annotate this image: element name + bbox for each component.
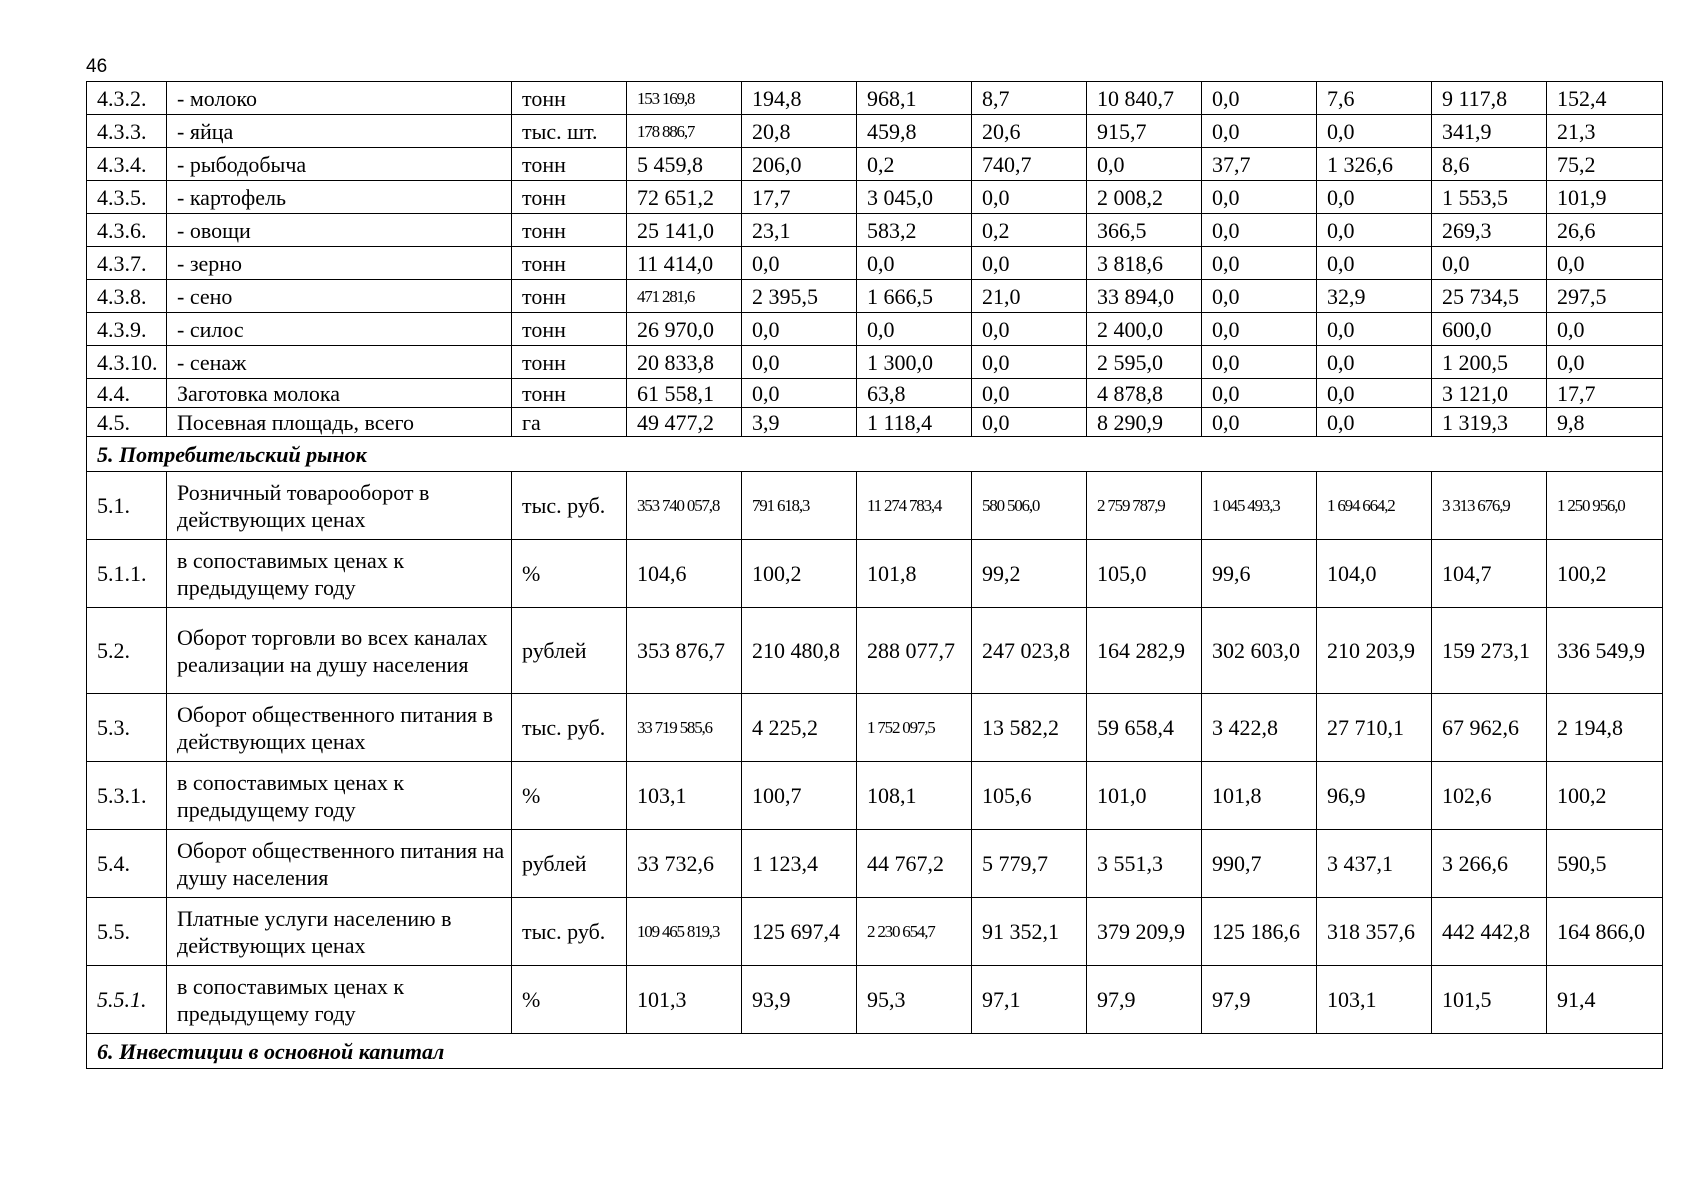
indicator-name: в сопоставимых ценах к предыдущему году bbox=[167, 540, 512, 608]
value-cell: 101,5 bbox=[1432, 966, 1547, 1034]
value-cell: 0,0 bbox=[972, 346, 1087, 379]
value-cell: 109 465 819,3 bbox=[627, 898, 742, 966]
value-cell: 341,9 bbox=[1432, 115, 1547, 148]
value-cell: 25 734,5 bbox=[1432, 280, 1547, 313]
value-cell: 0,0 bbox=[1202, 247, 1317, 280]
value-cell: 26,6 bbox=[1547, 214, 1663, 247]
value-cell: 159 273,1 bbox=[1432, 608, 1547, 694]
row-number: 4.5. bbox=[87, 408, 167, 437]
value-cell: 3 266,6 bbox=[1432, 830, 1547, 898]
value-cell: 3,9 bbox=[742, 408, 857, 437]
unit-cell: % bbox=[512, 762, 627, 830]
table-row bbox=[87, 540, 1663, 608]
value-cell: 0,0 bbox=[1432, 247, 1547, 280]
value-cell: 17,7 bbox=[742, 181, 857, 214]
value-cell: 1 694 664,2 bbox=[1317, 472, 1432, 540]
value-cell: 49 477,2 bbox=[627, 408, 742, 437]
value-cell: 95,3 bbox=[857, 966, 972, 1034]
value-cell: 101,8 bbox=[1202, 762, 1317, 830]
value-cell: 0,0 bbox=[1202, 181, 1317, 214]
unit-cell: тонн bbox=[512, 214, 627, 247]
value-cell: 3 437,1 bbox=[1317, 830, 1432, 898]
value-cell: 103,1 bbox=[627, 762, 742, 830]
value-cell: 0,0 bbox=[857, 313, 972, 346]
value-cell: 100,7 bbox=[742, 762, 857, 830]
value-cell: 17,7 bbox=[1547, 379, 1663, 408]
value-cell: 740,7 bbox=[972, 148, 1087, 181]
value-cell: 0,0 bbox=[972, 379, 1087, 408]
value-cell: 1 326,6 bbox=[1317, 148, 1432, 181]
value-cell: 0,2 bbox=[972, 214, 1087, 247]
table-row bbox=[87, 830, 1663, 898]
table-row bbox=[87, 247, 1663, 280]
value-cell: 2 395,5 bbox=[742, 280, 857, 313]
value-cell: 968,1 bbox=[857, 82, 972, 115]
table-row bbox=[87, 472, 1663, 540]
value-cell: 91 352,1 bbox=[972, 898, 1087, 966]
indicator-name: - силос bbox=[167, 313, 512, 346]
value-cell: 0,0 bbox=[1202, 313, 1317, 346]
value-cell: 102,6 bbox=[1432, 762, 1547, 830]
value-cell: 75,2 bbox=[1547, 148, 1663, 181]
value-cell: 23,1 bbox=[742, 214, 857, 247]
value-cell: 0,0 bbox=[1317, 346, 1432, 379]
value-cell: 318 357,6 bbox=[1317, 898, 1432, 966]
value-cell: 0,0 bbox=[1202, 82, 1317, 115]
unit-cell: % bbox=[512, 540, 627, 608]
value-cell: 590,5 bbox=[1547, 830, 1663, 898]
value-cell: 0,0 bbox=[1202, 115, 1317, 148]
indicator-name: Оборот общественного питания в действующих ценах bbox=[167, 694, 512, 762]
value-cell: 1 319,3 bbox=[1432, 408, 1547, 437]
table-row bbox=[87, 115, 1663, 148]
value-cell: 336 549,9 bbox=[1547, 608, 1663, 694]
value-cell: 366,5 bbox=[1087, 214, 1202, 247]
value-cell: 61 558,1 bbox=[627, 379, 742, 408]
value-cell: 0,0 bbox=[742, 379, 857, 408]
value-cell: 0,0 bbox=[1202, 346, 1317, 379]
table-row bbox=[87, 694, 1663, 762]
value-cell: 164 866,0 bbox=[1547, 898, 1663, 966]
unit-cell: тонн bbox=[512, 148, 627, 181]
value-cell: 2 194,8 bbox=[1547, 694, 1663, 762]
value-cell: 100,2 bbox=[742, 540, 857, 608]
value-cell: 152,4 bbox=[1547, 82, 1663, 115]
value-cell: 101,0 bbox=[1087, 762, 1202, 830]
value-cell: 302 603,0 bbox=[1202, 608, 1317, 694]
value-cell: 0,0 bbox=[1202, 408, 1317, 437]
table-row bbox=[87, 608, 1663, 694]
value-cell: 44 767,2 bbox=[857, 830, 972, 898]
section-row bbox=[87, 437, 1663, 472]
value-cell: 0,0 bbox=[1317, 115, 1432, 148]
value-cell: 791 618,3 bbox=[742, 472, 857, 540]
value-cell: 0,0 bbox=[1547, 346, 1663, 379]
table-row bbox=[87, 82, 1663, 115]
value-cell: 3 818,6 bbox=[1087, 247, 1202, 280]
value-cell: 3 422,8 bbox=[1202, 694, 1317, 762]
value-cell: 101,3 bbox=[627, 966, 742, 1034]
unit-cell: рублей bbox=[512, 830, 627, 898]
row-number: 4.3.2. bbox=[87, 82, 167, 115]
indicator-name: Оборот торговли во всех каналах реализации на душу населения bbox=[167, 608, 512, 694]
value-cell: 67 962,6 bbox=[1432, 694, 1547, 762]
row-number: 5.4. bbox=[87, 830, 167, 898]
indicator-name: - молоко bbox=[167, 82, 512, 115]
value-cell: 4 225,2 bbox=[742, 694, 857, 762]
table-row bbox=[87, 762, 1663, 830]
value-cell: 990,7 bbox=[1202, 830, 1317, 898]
unit-cell: тыс. руб. bbox=[512, 898, 627, 966]
row-number: 4.3.3. bbox=[87, 115, 167, 148]
value-cell: 9,8 bbox=[1547, 408, 1663, 437]
value-cell: 471 281,6 bbox=[627, 280, 742, 313]
indicator-name: Оборот общественного питания на душу населения bbox=[167, 830, 512, 898]
value-cell: 104,0 bbox=[1317, 540, 1432, 608]
value-cell: 93,9 bbox=[742, 966, 857, 1034]
value-cell: 2 759 787,9 bbox=[1087, 472, 1202, 540]
table-body bbox=[87, 82, 1663, 1069]
unit-cell: рублей bbox=[512, 608, 627, 694]
value-cell: 0,0 bbox=[742, 313, 857, 346]
value-cell: 13 582,2 bbox=[972, 694, 1087, 762]
indicator-name: - рыбодобыча bbox=[167, 148, 512, 181]
section-heading: 6. Инвестиции в основной капитал bbox=[87, 1034, 1663, 1069]
indicator-name: - сенаж bbox=[167, 346, 512, 379]
unit-cell: тыс. руб. bbox=[512, 694, 627, 762]
value-cell: 0,0 bbox=[972, 247, 1087, 280]
value-cell: 99,6 bbox=[1202, 540, 1317, 608]
value-cell: 288 077,7 bbox=[857, 608, 972, 694]
table-row bbox=[87, 214, 1663, 247]
row-number: 4.3.7. bbox=[87, 247, 167, 280]
value-cell: 125 186,6 bbox=[1202, 898, 1317, 966]
row-number: 5.5.1. bbox=[87, 966, 167, 1034]
unit-cell: тыс. шт. bbox=[512, 115, 627, 148]
row-number: 4.3.5. bbox=[87, 181, 167, 214]
value-cell: 1 300,0 bbox=[857, 346, 972, 379]
value-cell: 8,6 bbox=[1432, 148, 1547, 181]
value-cell: 247 023,8 bbox=[972, 608, 1087, 694]
value-cell: 103,1 bbox=[1317, 966, 1432, 1034]
value-cell: 0,0 bbox=[1202, 280, 1317, 313]
value-cell: 3 121,0 bbox=[1432, 379, 1547, 408]
row-number: 5.2. bbox=[87, 608, 167, 694]
value-cell: 26 970,0 bbox=[627, 313, 742, 346]
value-cell: 210 480,8 bbox=[742, 608, 857, 694]
value-cell: 0,0 bbox=[1202, 379, 1317, 408]
unit-cell: тонн bbox=[512, 346, 627, 379]
table-row bbox=[87, 379, 1663, 408]
value-cell: 0,0 bbox=[1547, 313, 1663, 346]
row-number: 5.1. bbox=[87, 472, 167, 540]
value-cell: 0,2 bbox=[857, 148, 972, 181]
value-cell: 206,0 bbox=[742, 148, 857, 181]
row-number: 5.3.1. bbox=[87, 762, 167, 830]
value-cell: 2 008,2 bbox=[1087, 181, 1202, 214]
value-cell: 8 290,9 bbox=[1087, 408, 1202, 437]
row-number: 5.3. bbox=[87, 694, 167, 762]
value-cell: 0,0 bbox=[1317, 214, 1432, 247]
value-cell: 105,0 bbox=[1087, 540, 1202, 608]
unit-cell: га bbox=[512, 408, 627, 437]
value-cell: 0,0 bbox=[742, 346, 857, 379]
value-cell: 97,1 bbox=[972, 966, 1087, 1034]
value-cell: 1 553,5 bbox=[1432, 181, 1547, 214]
value-cell: 269,3 bbox=[1432, 214, 1547, 247]
value-cell: 210 203,9 bbox=[1317, 608, 1432, 694]
value-cell: 27 710,1 bbox=[1317, 694, 1432, 762]
value-cell: 21,0 bbox=[972, 280, 1087, 313]
value-cell: 297,5 bbox=[1547, 280, 1663, 313]
value-cell: 353 876,7 bbox=[627, 608, 742, 694]
value-cell: 125 697,4 bbox=[742, 898, 857, 966]
value-cell: 1 752 097,5 bbox=[857, 694, 972, 762]
value-cell: 108,1 bbox=[857, 762, 972, 830]
value-cell: 0,0 bbox=[972, 408, 1087, 437]
value-cell: 0,0 bbox=[1547, 247, 1663, 280]
value-cell: 33 719 585,6 bbox=[627, 694, 742, 762]
indicator-name: - зерно bbox=[167, 247, 512, 280]
table-row bbox=[87, 966, 1663, 1034]
value-cell: 1 118,4 bbox=[857, 408, 972, 437]
value-cell: 0,0 bbox=[1087, 148, 1202, 181]
value-cell: 100,2 bbox=[1547, 540, 1663, 608]
value-cell: 153 169,8 bbox=[627, 82, 742, 115]
value-cell: 5 459,8 bbox=[627, 148, 742, 181]
value-cell: 164 282,9 bbox=[1087, 608, 1202, 694]
value-cell: 9 117,8 bbox=[1432, 82, 1547, 115]
value-cell: 101,9 bbox=[1547, 181, 1663, 214]
unit-cell: тонн bbox=[512, 181, 627, 214]
value-cell: 101,8 bbox=[857, 540, 972, 608]
value-cell: 0,0 bbox=[1317, 379, 1432, 408]
row-number: 4.3.9. bbox=[87, 313, 167, 346]
value-cell: 4 878,8 bbox=[1087, 379, 1202, 408]
value-cell: 20,6 bbox=[972, 115, 1087, 148]
value-cell: 1 123,4 bbox=[742, 830, 857, 898]
value-cell: 178 886,7 bbox=[627, 115, 742, 148]
table-row bbox=[87, 898, 1663, 966]
table-row bbox=[87, 408, 1663, 437]
value-cell: 21,3 bbox=[1547, 115, 1663, 148]
value-cell: 20 833,8 bbox=[627, 346, 742, 379]
value-cell: 59 658,4 bbox=[1087, 694, 1202, 762]
value-cell: 1 200,5 bbox=[1432, 346, 1547, 379]
value-cell: 0,0 bbox=[1317, 247, 1432, 280]
value-cell: 99,2 bbox=[972, 540, 1087, 608]
row-number: 4.3.10. bbox=[87, 346, 167, 379]
unit-cell: % bbox=[512, 966, 627, 1034]
value-cell: 72 651,2 bbox=[627, 181, 742, 214]
value-cell: 0,0 bbox=[742, 247, 857, 280]
section-heading: 5. Потребительский рынок bbox=[87, 437, 1663, 472]
value-cell: 100,2 bbox=[1547, 762, 1663, 830]
section-row bbox=[87, 1034, 1663, 1069]
value-cell: 0,0 bbox=[1317, 181, 1432, 214]
unit-cell: тонн bbox=[512, 280, 627, 313]
unit-cell: тонн bbox=[512, 379, 627, 408]
value-cell: 0,0 bbox=[857, 247, 972, 280]
value-cell: 105,6 bbox=[972, 762, 1087, 830]
value-cell: 5 779,7 bbox=[972, 830, 1087, 898]
value-cell: 1 666,5 bbox=[857, 280, 972, 313]
value-cell: 583,2 bbox=[857, 214, 972, 247]
indicator-name: - яйца bbox=[167, 115, 512, 148]
value-cell: 580 506,0 bbox=[972, 472, 1087, 540]
value-cell: 0,0 bbox=[1317, 408, 1432, 437]
value-cell: 104,7 bbox=[1432, 540, 1547, 608]
indicator-name: Заготовка молока bbox=[167, 379, 512, 408]
value-cell: 10 840,7 bbox=[1087, 82, 1202, 115]
statistics-table bbox=[86, 81, 1663, 1069]
value-cell: 3 551,3 bbox=[1087, 830, 1202, 898]
value-cell: 600,0 bbox=[1432, 313, 1547, 346]
row-number: 4.3.4. bbox=[87, 148, 167, 181]
value-cell: 96,9 bbox=[1317, 762, 1432, 830]
value-cell: 442 442,8 bbox=[1432, 898, 1547, 966]
value-cell: 37,7 bbox=[1202, 148, 1317, 181]
indicator-name: в сопоставимых ценах к предыдущему году bbox=[167, 966, 512, 1034]
table-row bbox=[87, 148, 1663, 181]
value-cell: 459,8 bbox=[857, 115, 972, 148]
row-number: 4.3.6. bbox=[87, 214, 167, 247]
value-cell: 915,7 bbox=[1087, 115, 1202, 148]
value-cell: 353 740 057,8 bbox=[627, 472, 742, 540]
unit-cell: тонн bbox=[512, 82, 627, 115]
indicator-name: Розничный товарооборот в действующих ценах bbox=[167, 472, 512, 540]
indicator-name: Платные услуги населению в действующих ценах bbox=[167, 898, 512, 966]
unit-cell: тонн bbox=[512, 247, 627, 280]
value-cell: 20,8 bbox=[742, 115, 857, 148]
value-cell: 97,9 bbox=[1202, 966, 1317, 1034]
unit-cell: тонн bbox=[512, 313, 627, 346]
value-cell: 1 250 956,0 bbox=[1547, 472, 1663, 540]
page-number: 46 bbox=[86, 56, 108, 77]
value-cell: 194,8 bbox=[742, 82, 857, 115]
value-cell: 33 732,6 bbox=[627, 830, 742, 898]
row-number: 5.5. bbox=[87, 898, 167, 966]
value-cell: 0,0 bbox=[1317, 313, 1432, 346]
value-cell: 11 274 783,4 bbox=[857, 472, 972, 540]
value-cell: 2 400,0 bbox=[1087, 313, 1202, 346]
indicator-name: - сено bbox=[167, 280, 512, 313]
value-cell: 0,0 bbox=[972, 313, 1087, 346]
value-cell: 0,0 bbox=[1202, 214, 1317, 247]
value-cell: 11 414,0 bbox=[627, 247, 742, 280]
value-cell: 3 045,0 bbox=[857, 181, 972, 214]
value-cell: 91,4 bbox=[1547, 966, 1663, 1034]
value-cell: 32,9 bbox=[1317, 280, 1432, 313]
unit-cell: тыс. руб. bbox=[512, 472, 627, 540]
table-row bbox=[87, 280, 1663, 313]
indicator-name: - картофель bbox=[167, 181, 512, 214]
value-cell: 1 045 493,3 bbox=[1202, 472, 1317, 540]
value-cell: 8,7 bbox=[972, 82, 1087, 115]
value-cell: 2 230 654,7 bbox=[857, 898, 972, 966]
table-row bbox=[87, 181, 1663, 214]
row-number: 4.4. bbox=[87, 379, 167, 408]
value-cell: 25 141,0 bbox=[627, 214, 742, 247]
value-cell: 104,6 bbox=[627, 540, 742, 608]
row-number: 4.3.8. bbox=[87, 280, 167, 313]
indicator-name: Посевная площадь, всего bbox=[167, 408, 512, 437]
value-cell: 33 894,0 bbox=[1087, 280, 1202, 313]
value-cell: 63,8 bbox=[857, 379, 972, 408]
table-row bbox=[87, 346, 1663, 379]
value-cell: 379 209,9 bbox=[1087, 898, 1202, 966]
indicator-name: в сопоставимых ценах к предыдущему году bbox=[167, 762, 512, 830]
value-cell: 0,0 bbox=[972, 181, 1087, 214]
indicator-name: - овощи bbox=[167, 214, 512, 247]
value-cell: 2 595,0 bbox=[1087, 346, 1202, 379]
row-number: 5.1.1. bbox=[87, 540, 167, 608]
value-cell: 97,9 bbox=[1087, 966, 1202, 1034]
value-cell: 3 313 676,9 bbox=[1432, 472, 1547, 540]
value-cell: 7,6 bbox=[1317, 82, 1432, 115]
table-row bbox=[87, 313, 1663, 346]
